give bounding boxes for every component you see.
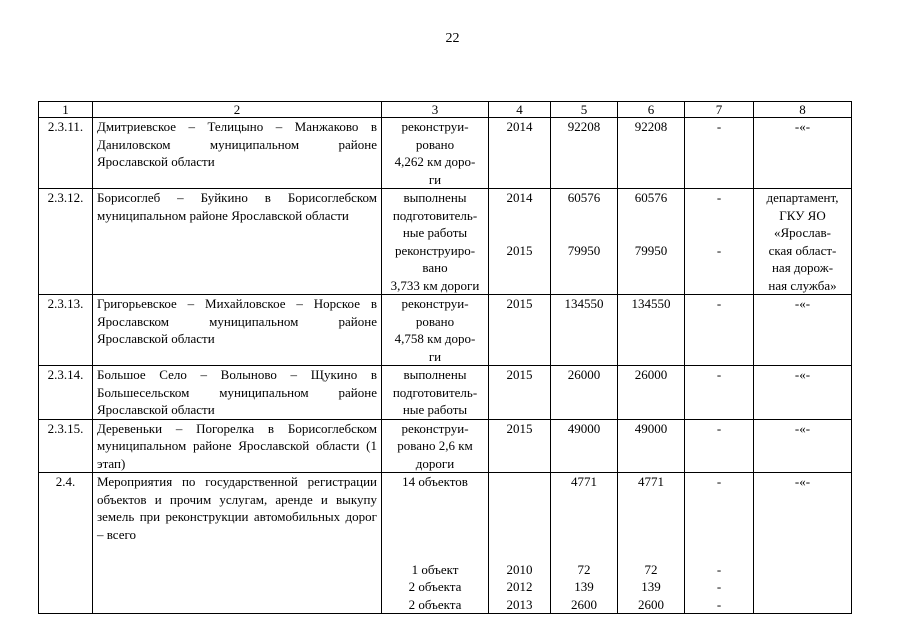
result-line: ровано bbox=[415, 136, 455, 152]
result-line: подготовитель- bbox=[392, 207, 478, 223]
value-cell: 49000 bbox=[618, 419, 685, 473]
object-name: Деревеньки – Погорелка в Борисоглебском муниципальном районе Ярославской области (1 этап) bbox=[93, 419, 382, 473]
value: 2600 bbox=[638, 596, 664, 612]
value: 4771 bbox=[571, 474, 597, 489]
value-cell: 92208 bbox=[551, 118, 618, 189]
year-value: 2010 bbox=[506, 561, 533, 577]
executor-line: ная дорож- bbox=[771, 260, 834, 275]
result-line: ги bbox=[428, 171, 442, 187]
header-cell: 5 bbox=[551, 102, 618, 118]
year-cell: 2015 bbox=[489, 419, 551, 473]
result-cell bbox=[382, 295, 489, 366]
year-cell: 2015 bbox=[489, 366, 551, 420]
value-cell: - bbox=[685, 118, 754, 189]
table-row bbox=[39, 189, 852, 295]
executor-line: «Ярослав- bbox=[774, 225, 831, 240]
result-line: 3,733 км дороги bbox=[390, 277, 480, 293]
result-cell bbox=[382, 118, 489, 189]
header-cell: 4 bbox=[489, 102, 551, 118]
year-cell bbox=[489, 189, 551, 295]
object-name: Мероприятия по государственной регистрации объектов и прочим услугам, аренде и выкупу земель при реконструкции автомобильных дорог – всего bbox=[93, 473, 382, 614]
value: - bbox=[716, 596, 722, 612]
header-cell: 6 bbox=[618, 102, 685, 118]
value-cell: - bbox=[685, 295, 754, 366]
value: - bbox=[716, 190, 722, 205]
value-cell: 134550 bbox=[551, 295, 618, 366]
header-cell: 7 bbox=[685, 102, 754, 118]
value-cell: 92208 bbox=[618, 118, 685, 189]
value: 60576 bbox=[634, 190, 668, 205]
value: 4771 bbox=[638, 474, 664, 489]
result-line: 2 объекта bbox=[408, 596, 462, 612]
value-cell: 26000 bbox=[618, 366, 685, 420]
table-row bbox=[39, 118, 852, 189]
object-name: Григорьевское – Михайловское – Норское в Ярославском муниципальном районе Ярославской области bbox=[93, 295, 382, 366]
executor-cell: -«- bbox=[754, 419, 852, 473]
result-line: выполнены bbox=[403, 190, 467, 205]
result-line: вано bbox=[422, 260, 448, 275]
value-cell bbox=[685, 189, 754, 295]
header-cell: 3 bbox=[382, 102, 489, 118]
year-cell: 2015 bbox=[489, 295, 551, 366]
result-line: выполнены bbox=[403, 367, 467, 382]
table-row bbox=[39, 295, 852, 366]
header-cell: 8 bbox=[754, 102, 852, 118]
executor-line: ная служба» bbox=[768, 277, 837, 293]
result-line: реконструи- bbox=[401, 119, 469, 134]
row-number: 2.3.14. bbox=[39, 366, 93, 420]
executor-cell bbox=[754, 189, 852, 295]
result-line: подготовитель- bbox=[392, 384, 478, 400]
result-cell bbox=[382, 473, 489, 614]
result-line: ные работы bbox=[402, 402, 468, 417]
row-number: 2.4. bbox=[39, 473, 93, 614]
result-cell bbox=[382, 366, 489, 420]
value: - bbox=[716, 579, 722, 594]
table-row bbox=[39, 419, 852, 473]
value: 72 bbox=[644, 561, 658, 577]
value-cell: - bbox=[685, 366, 754, 420]
value: 72 bbox=[577, 561, 591, 577]
executor-cell: -«- bbox=[754, 295, 852, 366]
result-line: ровано bbox=[415, 313, 455, 329]
result-line: ные работы bbox=[402, 225, 468, 240]
result-line: реконструи- bbox=[401, 296, 469, 311]
year-cell: 2014 bbox=[489, 118, 551, 189]
header-cell: 1 bbox=[39, 102, 93, 118]
result-cell bbox=[382, 189, 489, 295]
value: - bbox=[716, 242, 722, 258]
value: 79950 bbox=[634, 242, 668, 258]
result-line: 14 объектов bbox=[402, 474, 468, 489]
year-value: 2013 bbox=[506, 596, 533, 612]
value: - bbox=[716, 474, 722, 489]
executor-cell: -«- bbox=[754, 473, 852, 614]
year-value: 2014 bbox=[506, 190, 533, 205]
table-row bbox=[39, 366, 852, 420]
value: 60576 bbox=[567, 190, 601, 205]
value-cell bbox=[685, 473, 754, 614]
row-number: 2.3.12. bbox=[39, 189, 93, 295]
row-number: 2.3.11. bbox=[39, 118, 93, 189]
object-name: Борисоглеб – Буйкино в Борисоглебском муниципальном районе Ярославской области bbox=[93, 189, 382, 295]
table-row bbox=[39, 473, 852, 614]
page-number: 22 bbox=[445, 31, 460, 46]
object-name: Дмитриевское – Телицыно – Манжаково в Даниловском муниципальном районе Ярославской области bbox=[93, 118, 382, 189]
result-line: 2 объекта bbox=[408, 579, 462, 594]
year-cell bbox=[489, 473, 551, 614]
object-name: Большое Село – Волыново – Щукино в Большесельском муниципальном районе Ярославской области bbox=[93, 366, 382, 420]
result-line: 1 объект bbox=[411, 561, 459, 577]
row-number: 2.3.13. bbox=[39, 295, 93, 366]
result-line: реконструи- bbox=[401, 420, 469, 436]
executor-line: департамент, bbox=[766, 190, 839, 205]
result-line: ги bbox=[428, 348, 442, 364]
executor-line: ГКУ ЯО bbox=[779, 207, 826, 223]
value: - bbox=[716, 561, 722, 577]
year-value: 2015 bbox=[506, 242, 533, 258]
value-cell: - bbox=[685, 419, 754, 473]
value-cell: 49000 bbox=[551, 419, 618, 473]
executor-cell: -«- bbox=[754, 118, 852, 189]
result-line: 4,758 км доро- bbox=[394, 331, 476, 346]
result-cell bbox=[382, 419, 489, 473]
executor-line: ская област- bbox=[768, 242, 837, 258]
result-line: дороги bbox=[415, 455, 455, 471]
value-cell: 134550 bbox=[618, 295, 685, 366]
value-cell bbox=[618, 189, 685, 295]
year-value: 2012 bbox=[506, 579, 533, 594]
value: 2600 bbox=[571, 596, 597, 612]
value-cell bbox=[618, 473, 685, 614]
value: 139 bbox=[641, 579, 661, 594]
value: 139 bbox=[574, 579, 594, 594]
value-cell: 26000 bbox=[551, 366, 618, 420]
value: 79950 bbox=[567, 242, 601, 258]
result-line: реконструиро- bbox=[394, 242, 476, 258]
value-cell bbox=[551, 473, 618, 614]
executor-cell: -«- bbox=[754, 366, 852, 420]
value-cell bbox=[551, 189, 618, 295]
result-line: 4,262 км доро- bbox=[394, 154, 476, 169]
program-table bbox=[38, 101, 852, 614]
result-line: ровано 2,6 км bbox=[397, 438, 473, 453]
table-header-row bbox=[39, 102, 852, 118]
header-cell: 2 bbox=[93, 102, 382, 118]
row-number: 2.3.15. bbox=[39, 419, 93, 473]
